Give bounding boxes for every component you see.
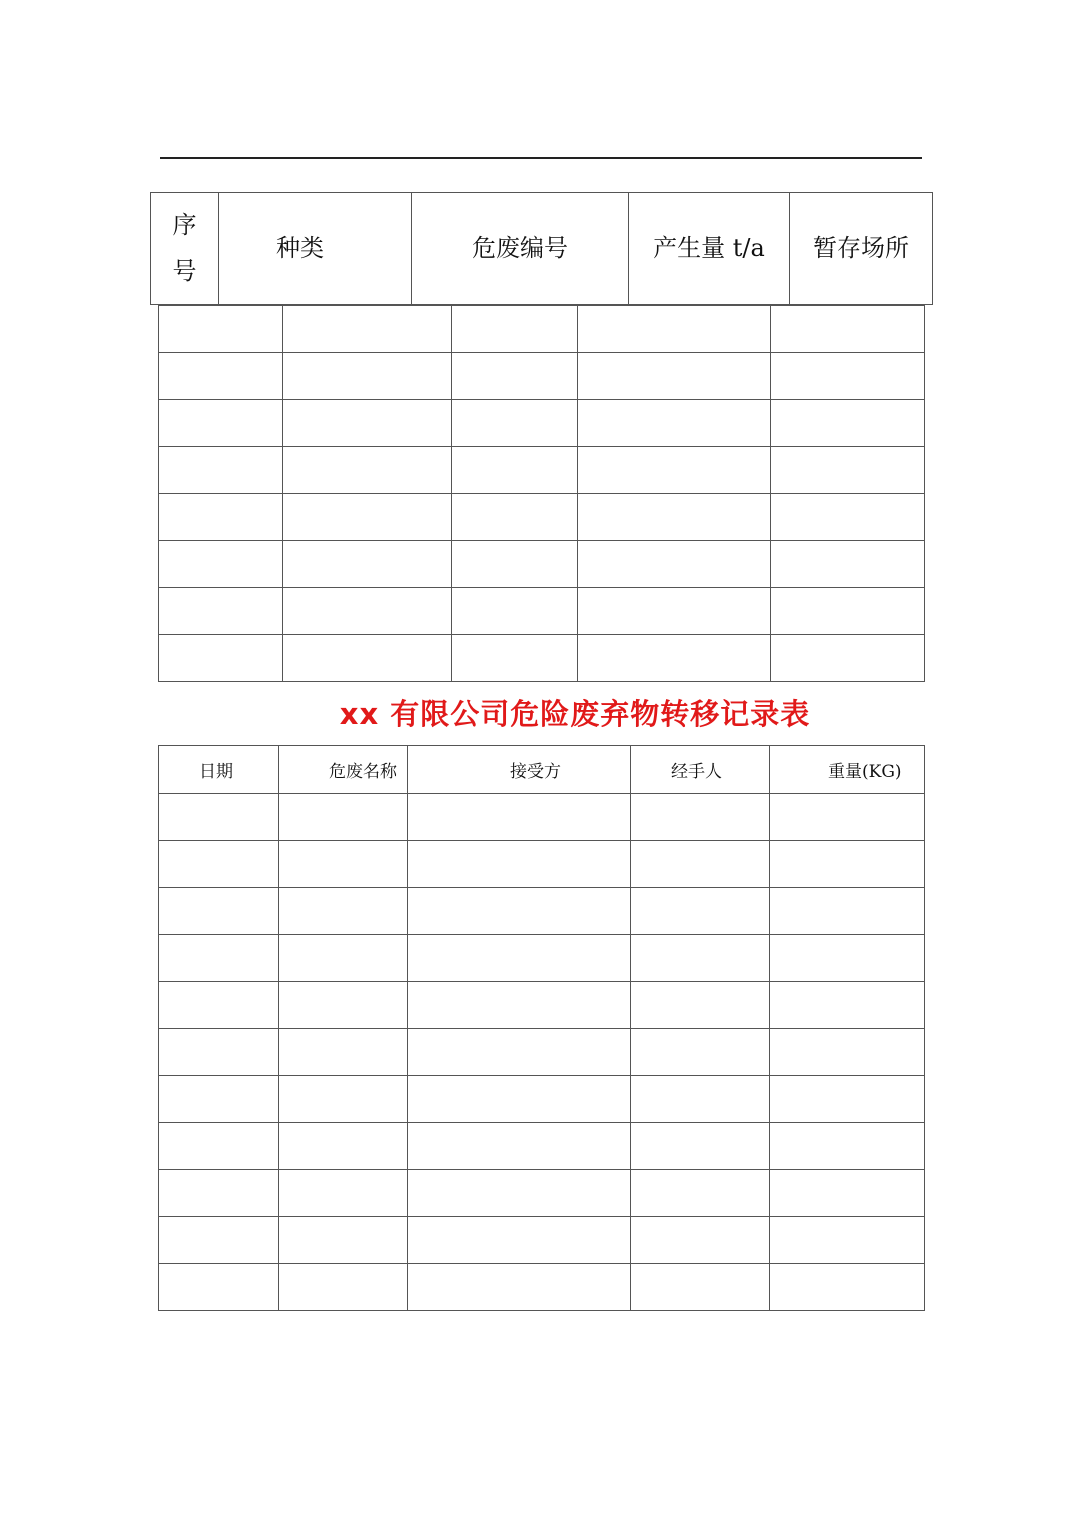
cell-handler[interactable] [631, 841, 770, 888]
cell-waste-name[interactable] [279, 1029, 408, 1076]
cell-type[interactable] [283, 306, 452, 353]
cell-handler[interactable] [631, 1170, 770, 1217]
cell-waste-name[interactable] [279, 1170, 408, 1217]
header-output: 产生量 t/a [629, 193, 790, 305]
cell-waste-name[interactable] [279, 1264, 408, 1311]
cell-output[interactable] [578, 494, 771, 541]
cell-storage[interactable] [771, 353, 925, 400]
cell-handler[interactable] [631, 1217, 770, 1264]
cell-storage[interactable] [771, 541, 925, 588]
cell-seq[interactable] [159, 447, 283, 494]
cell-waste-name[interactable] [279, 982, 408, 1029]
cell-handler[interactable] [631, 794, 770, 841]
waste-table-header [150, 192, 933, 305]
cell-storage[interactable] [771, 447, 925, 494]
table-row [159, 400, 925, 447]
cell-type[interactable] [283, 541, 452, 588]
cell-receiver[interactable] [408, 935, 631, 982]
cell-handler[interactable] [631, 982, 770, 1029]
cell-weight[interactable] [770, 935, 925, 982]
cell-output[interactable] [578, 447, 771, 494]
cell-handler[interactable] [631, 1076, 770, 1123]
cell-waste-name[interactable] [279, 935, 408, 982]
cell-storage[interactable] [771, 306, 925, 353]
cell-receiver[interactable] [408, 888, 631, 935]
cell-waste-code[interactable] [452, 447, 578, 494]
cell-date[interactable] [159, 841, 279, 888]
cell-date[interactable] [159, 1264, 279, 1311]
header-date: 日期 [159, 746, 279, 794]
cell-date[interactable] [159, 1217, 279, 1264]
cell-type[interactable] [283, 588, 452, 635]
cell-receiver[interactable] [408, 1076, 631, 1123]
cell-type[interactable] [283, 400, 452, 447]
cell-seq[interactable] [159, 353, 283, 400]
cell-waste-name[interactable] [279, 794, 408, 841]
cell-date[interactable] [159, 935, 279, 982]
cell-seq[interactable] [159, 541, 283, 588]
cell-waste-name[interactable] [279, 1076, 408, 1123]
cell-handler[interactable] [631, 1123, 770, 1170]
cell-weight[interactable] [770, 1264, 925, 1311]
header-receiver: 接受方 [408, 746, 631, 794]
cell-storage[interactable] [771, 588, 925, 635]
cell-receiver[interactable] [408, 794, 631, 841]
table-row [159, 353, 925, 400]
cell-output[interactable] [578, 588, 771, 635]
cell-weight[interactable] [770, 1029, 925, 1076]
cell-receiver[interactable] [408, 1123, 631, 1170]
header-handler: 经手人 [631, 746, 770, 794]
cell-waste-code[interactable] [452, 306, 578, 353]
table-row [159, 1170, 925, 1217]
cell-type[interactable] [283, 447, 452, 494]
table-row [159, 306, 925, 353]
cell-output[interactable] [578, 306, 771, 353]
cell-seq[interactable] [159, 400, 283, 447]
waste-table-body [158, 305, 925, 682]
cell-waste-code[interactable] [452, 541, 578, 588]
cell-receiver[interactable] [408, 1217, 631, 1264]
cell-date[interactable] [159, 1170, 279, 1217]
table-row [159, 541, 925, 588]
cell-storage[interactable] [771, 494, 925, 541]
table-row [159, 1123, 925, 1170]
table-row [159, 1264, 925, 1311]
header-seq: 序号 [151, 193, 219, 305]
form-title: xx 有限公司危险废弃物转移记录表 [339, 697, 811, 731]
cell-waste-name[interactable] [279, 841, 408, 888]
cell-weight[interactable] [770, 1217, 925, 1264]
cell-handler[interactable] [631, 935, 770, 982]
cell-receiver[interactable] [408, 1170, 631, 1217]
transfer-header-row [159, 746, 925, 794]
cell-date[interactable] [159, 888, 279, 935]
cell-waste-name[interactable] [279, 888, 408, 935]
table-row [159, 447, 925, 494]
header-weight: 重量(KG) [770, 746, 925, 794]
table-row [159, 935, 925, 982]
cell-receiver[interactable] [408, 1029, 631, 1076]
transfer-record-table [158, 745, 925, 1311]
cell-handler[interactable] [631, 1264, 770, 1311]
cell-waste-code[interactable] [452, 494, 578, 541]
cell-storage[interactable] [771, 400, 925, 447]
cell-output[interactable] [578, 635, 771, 682]
cell-date[interactable] [159, 794, 279, 841]
cell-seq[interactable] [159, 635, 283, 682]
cell-type[interactable] [283, 494, 452, 541]
cell-waste-name[interactable] [279, 1123, 408, 1170]
header-storage: 暂存场所 [790, 193, 933, 305]
cell-waste-code[interactable] [452, 353, 578, 400]
cell-weight[interactable] [770, 982, 925, 1029]
cell-type[interactable] [283, 635, 452, 682]
cell-receiver[interactable] [408, 841, 631, 888]
table-row [159, 494, 925, 541]
table-row [159, 1076, 925, 1123]
cell-weight[interactable] [770, 1170, 925, 1217]
cell-weight[interactable] [770, 841, 925, 888]
cell-handler[interactable] [631, 888, 770, 935]
cell-seq[interactable] [159, 306, 283, 353]
cell-weight[interactable] [770, 794, 925, 841]
cell-receiver[interactable] [408, 1264, 631, 1311]
cell-waste-code[interactable] [452, 635, 578, 682]
cell-storage[interactable] [771, 635, 925, 682]
cell-date[interactable] [159, 1076, 279, 1123]
header-waste-name: 危废名称 [279, 746, 408, 794]
cell-output[interactable] [578, 541, 771, 588]
cell-output[interactable] [578, 400, 771, 447]
table-row [159, 1029, 925, 1076]
table-row [159, 841, 925, 888]
cell-date[interactable] [159, 1029, 279, 1076]
cell-date[interactable] [159, 1123, 279, 1170]
cell-seq[interactable] [159, 494, 283, 541]
cell-weight[interactable] [770, 1076, 925, 1123]
table-row [159, 888, 925, 935]
cell-weight[interactable] [770, 1123, 925, 1170]
header-waste-code: 危废编号 [412, 193, 629, 305]
table-row [159, 1217, 925, 1264]
cell-date[interactable] [159, 982, 279, 1029]
cell-seq[interactable] [159, 588, 283, 635]
cell-waste-code[interactable] [452, 400, 578, 447]
cell-waste-code[interactable] [452, 588, 578, 635]
cell-waste-name[interactable] [279, 1217, 408, 1264]
table-row [159, 982, 925, 1029]
table-row [159, 635, 925, 682]
table-row [159, 588, 925, 635]
cell-receiver[interactable] [408, 982, 631, 1029]
cell-handler[interactable] [631, 1029, 770, 1076]
cell-weight[interactable] [770, 888, 925, 935]
top-rule [160, 157, 922, 159]
header-type: 种类 [219, 193, 412, 305]
table-row [159, 794, 925, 841]
cell-type[interactable] [283, 353, 452, 400]
cell-output[interactable] [578, 353, 771, 400]
